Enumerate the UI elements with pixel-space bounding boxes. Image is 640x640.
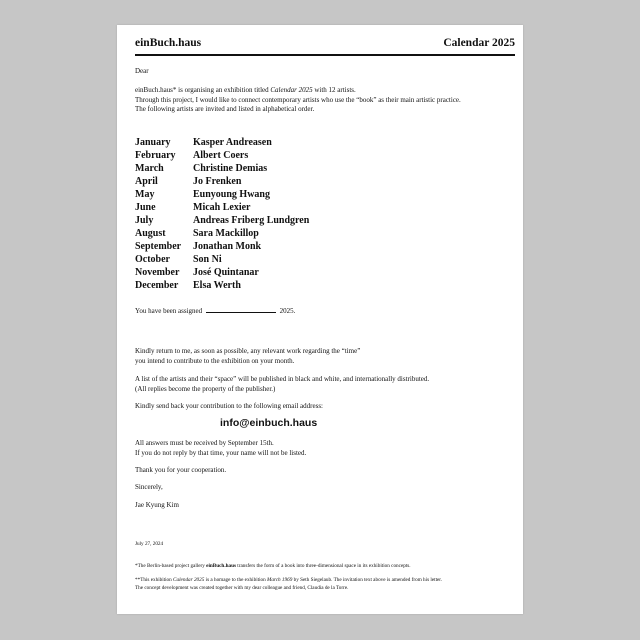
artist-name: Christine Demias: [193, 163, 268, 174]
artist-name: Micah Lexier: [193, 202, 251, 213]
deadline-paragraph: [135, 439, 513, 458]
assigned-line: [135, 306, 513, 317]
list-item: [135, 201, 309, 214]
list-item: [135, 175, 309, 188]
artist-name: Kasper Andreasen: [193, 137, 272, 148]
assigned-after: 2025.: [279, 307, 296, 315]
footnote-2: [135, 576, 513, 592]
footnote2-title: Calendar 2025: [173, 577, 205, 583]
footnote2-a: **This exhibition: [135, 577, 174, 583]
footnote1-b: transfers the form of a book into three-dimensional space in its exhibition concepts.: [236, 563, 411, 569]
list-item: [135, 279, 309, 292]
artist-name: Elsa Werth: [193, 280, 241, 291]
month-label: January: [135, 137, 171, 148]
artist-name: Eunyoung Hwang: [193, 189, 270, 200]
intro-paragraph: [135, 86, 513, 115]
month-label: August: [135, 228, 166, 239]
signature-name: Jae Kyung Kim: [135, 501, 179, 509]
month-label: March: [135, 163, 164, 174]
list-item: [135, 136, 309, 149]
return-line1: Kindly return to me, as soon as possible, any relevant work regarding the “time”: [135, 347, 361, 355]
assigned-blank: [206, 306, 276, 313]
month-label: October: [135, 254, 170, 265]
list-paragraph: [135, 375, 513, 394]
month-label: June: [135, 202, 156, 213]
month-label: September: [135, 241, 182, 252]
intro-line2: Through this project, I would like to connect contemporary artists who use the “book” as their main artistic practice.: [135, 95, 461, 104]
return-paragraph: [135, 347, 513, 366]
invitation-letter: [117, 25, 523, 614]
closing-line: Sincerely,: [135, 483, 163, 491]
letter-header: [135, 37, 515, 49]
deadline-line1: All answers must be received by September 15th.: [135, 439, 274, 447]
letter-date: July 27, 2024: [135, 541, 164, 547]
send-paragraph: Kindly send back your contribution to the following email address:: [135, 402, 323, 410]
gallery-name: einBuch.haus: [135, 37, 202, 49]
footnote2-title2: March 1969: [267, 577, 293, 583]
footnote2-line2: The concept development was created together with my dear colleague and friend, Claudia de la Torre.: [135, 585, 349, 591]
footnote-1: [135, 562, 513, 570]
deadline-line2: If you do not reply by that time, your name will not be listed.: [135, 448, 307, 457]
artist-name: José Quintanar: [193, 267, 259, 278]
list-line1: A list of the artists and their “space” will be published in black and white, and internationally distributed.: [135, 375, 430, 383]
header-rule: [135, 54, 515, 56]
list-item: [135, 162, 309, 175]
thanks-line: Thank you for your cooperation.: [135, 466, 227, 474]
intro-title: Calendar 2025: [270, 86, 313, 94]
month-label: April: [135, 176, 158, 187]
list-item: [135, 227, 309, 240]
month-label: November: [135, 267, 180, 278]
artist-name: Albert Coers: [193, 150, 249, 161]
artist-name: Jo Frenken: [193, 176, 242, 187]
return-line2: you intend to contribute to the exhibition on your month.: [135, 356, 295, 365]
month-label: July: [135, 215, 154, 226]
footnote1-bold: einBuch.haus: [206, 563, 236, 569]
salutation: Dear: [135, 67, 149, 75]
artist-name: Son Ni: [193, 254, 222, 265]
list-item: [135, 214, 309, 227]
exhibition-title: Calendar 2025: [443, 37, 515, 49]
artist-name: Jonathan Monk: [193, 241, 262, 252]
intro-line3: The following artists are invited and listed in alphabetical order.: [135, 105, 315, 113]
footnote1-a: *The Berlin-based project gallery: [135, 563, 207, 569]
month-label: February: [135, 150, 176, 161]
month-label: May: [135, 189, 155, 200]
month-label: December: [135, 280, 179, 291]
list-item: [135, 253, 309, 266]
list-item: [135, 240, 309, 253]
footnote2-b: is a homage to the exhibition: [204, 577, 267, 583]
list-item: [135, 149, 309, 162]
assigned-before: You have been assigned: [135, 307, 203, 315]
list-item: [135, 266, 309, 279]
intro-line1-a: einBuch.haus* is organising an exhibition titled: [135, 86, 271, 94]
artist-name: Sara Mackillop: [193, 228, 259, 239]
intro-line1-b: with 12 artists.: [312, 86, 356, 94]
artist-month-list: [135, 136, 309, 292]
contact-email[interactable]: info@einbuch.haus: [220, 417, 318, 429]
list-line2: (All replies become the property of the publisher.): [135, 384, 276, 393]
artist-name: Andreas Friberg Lundgren: [193, 215, 310, 226]
list-item: [135, 188, 309, 201]
footnote2-c: by Seth Siegelaub. The invitation text above is amended from his letter.: [292, 577, 443, 583]
